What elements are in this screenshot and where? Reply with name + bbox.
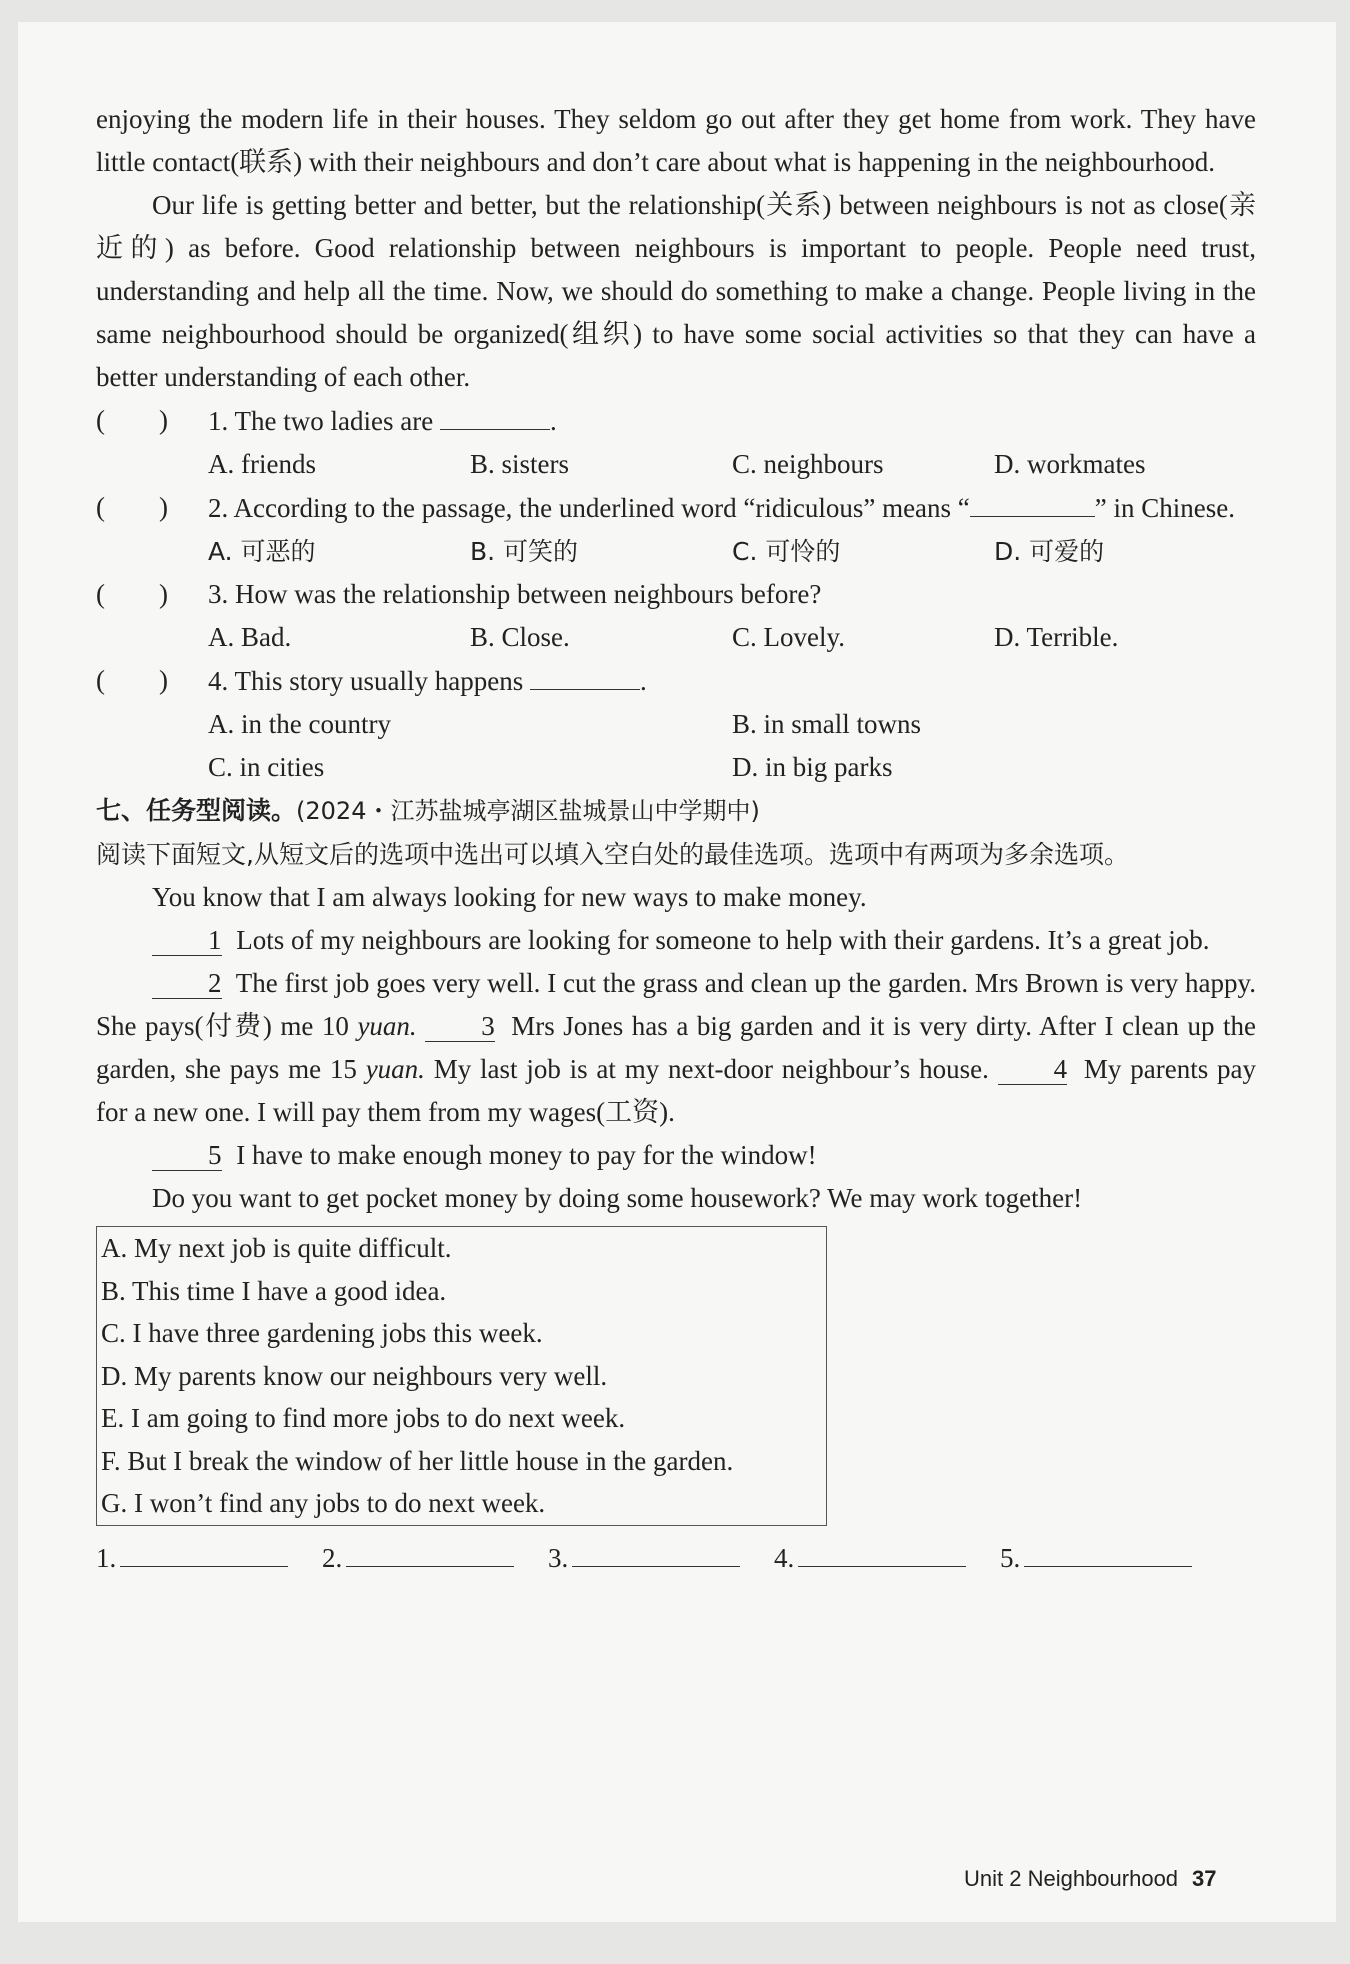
option-b: B. 可笑的	[470, 537, 579, 566]
option-f: F. But I break the window of her little house in the garden.	[101, 1445, 734, 1476]
option-e: E. I am going to find more jobs to do next week.	[101, 1403, 626, 1433]
section-source: (2024・江苏盐城亭湖区盐城景山中学期中)	[296, 797, 760, 825]
answer-label: 1.	[96, 1542, 117, 1573]
answer-row	[96, 1536, 1256, 1580]
unit-label: Unit 2 Neighbourhood	[964, 1866, 1179, 1891]
question-stem: 4. This story usually happens	[208, 666, 530, 696]
question-1: ( ) 1. The two ladies are .	[96, 399, 1256, 443]
answer-label: 3.	[548, 1542, 569, 1573]
question-4-options-row1	[208, 703, 1256, 746]
question-stem: 3. How was the relationship between neighbours before?	[208, 579, 822, 609]
option-d: D. 可爱的	[994, 537, 1105, 566]
option-a: A. friends	[208, 449, 316, 479]
option-a: A. Bad.	[208, 622, 292, 652]
reading-paragraph-3: 2 The first job goes very well. I cut the grass and clean up the garden. Mrs Brown is very happy. She pays(付费) me 10 yuan. 3 Mrs Jones has a big garden and it is very dirty. After I clean up the garden, she pays me 15 yuan. My last job is at my next-door neighbour’s house. 4 My parents pay for a new one. I will pay them from my wages(工资).	[96, 968, 1257, 1127]
answer-line-5[interactable]	[1024, 1536, 1192, 1567]
question-4: ( ) 4. This story usually happens .	[96, 659, 1256, 703]
option-g: G. I won’t find any jobs to do next week.	[101, 1488, 546, 1518]
fill-blank[interactable]	[440, 399, 550, 430]
option-a: A. 可恶的	[208, 537, 316, 566]
section-title: 七、任务型阅读。	[96, 796, 297, 825]
page-number: 37	[1192, 1866, 1217, 1891]
option-c: C. neighbours	[732, 449, 884, 479]
blank-2[interactable]: 2	[152, 968, 222, 999]
blank-3[interactable]: 3	[425, 1011, 495, 1042]
question-stem: 1. The two ladies are	[208, 406, 440, 436]
blank-1[interactable]: 1	[152, 925, 222, 956]
answer-paren[interactable]: ( )	[96, 579, 168, 609]
fill-blank[interactable]	[970, 486, 1095, 517]
option-d: D. in big parks	[732, 752, 893, 782]
question-3	[96, 573, 1256, 616]
worksheet-page	[18, 22, 1336, 1922]
option-d: D. Terrible.	[994, 622, 1119, 652]
option-b: B. sisters	[470, 449, 570, 479]
question-stem: 2. According to the passage, the underlined word “ridiculous” means “	[208, 493, 970, 523]
answer-label: 2.	[322, 1542, 343, 1573]
option-c: C. in cities	[208, 752, 325, 782]
reading-paragraph-1: You know that I am always looking for new ways to make money.	[152, 882, 867, 912]
question-2: ( ) 2. According to the passage, the underlined word “ridiculous” means “ ” in Chinese.	[96, 486, 1256, 530]
question-1-options	[208, 443, 1256, 486]
section-instruction: 阅读下面短文,从短文后的选项中选出可以填入空白处的最佳选项。选项中有两项为多余选项。	[96, 840, 1129, 869]
option-d: D. My parents know our neighbours very well.	[101, 1360, 608, 1391]
page-footer	[964, 1866, 1217, 1892]
reading-paragraph-5: Do you want to get pocket money by doing some housework? We may work together!	[152, 1183, 1083, 1213]
question-4-options-row2	[208, 746, 1256, 789]
reading-paragraph-2: 1 Lots of my neighbours are looking for someone to help with their gardens. It’s a great job.	[96, 919, 1256, 962]
question-2-options	[208, 530, 1256, 573]
passage-paragraph-1: enjoying the modern life in their houses. They seldom go out after they get home from work. They have little contact(联系) with their neighbours and don’t care about what is happening in the neighbourhood.	[96, 104, 1256, 177]
answer-line-2[interactable]	[346, 1536, 514, 1567]
option-b: B. This time I have a good idea.	[101, 1275, 447, 1306]
blank-5[interactable]: 5	[152, 1140, 222, 1171]
option-b: B. Close.	[470, 622, 570, 652]
option-c: C. I have three gardening jobs this week.	[101, 1318, 543, 1348]
passage-paragraph-2: Our life is getting better and better, but the relationship(关系) between neighbours is not as close(亲近的) as before. Good relationship between neighbours is important to people. People need trust, understanding and help all the time. Now, we should do something to make a change. People living in the same neighbourhood should be organized(组织) to have some social activities so that they can have a better understanding of each other.	[96, 190, 1256, 392]
option-a: A. My next job is quite difficult.	[101, 1233, 452, 1263]
blank-4[interactable]: 4	[998, 1054, 1068, 1085]
answer-paren[interactable]: ( )	[96, 405, 168, 435]
section-7-heading	[96, 789, 1256, 833]
answer-paren[interactable]: ( )	[96, 665, 168, 695]
answer-line-1[interactable]	[120, 1536, 288, 1567]
page-content	[96, 98, 1256, 1580]
answer-line-4[interactable]	[798, 1536, 966, 1567]
question-3-options	[208, 616, 1256, 659]
option-c: C. Lovely.	[732, 622, 845, 652]
option-d: D. workmates	[994, 449, 1146, 479]
answer-label: 4.	[774, 1542, 795, 1573]
answer-label: 5.	[1000, 1542, 1021, 1573]
option-a: A. in the country	[208, 709, 391, 739]
reading-paragraph-4: 5 I have to make enough money to pay for the window!	[96, 1134, 1256, 1177]
options-box	[96, 1226, 827, 1526]
option-b: B. in small towns	[732, 709, 922, 739]
fill-blank[interactable]	[530, 659, 640, 690]
answer-paren[interactable]: ( )	[96, 492, 168, 522]
answer-line-3[interactable]	[572, 1536, 740, 1567]
option-c: C. 可怜的	[732, 537, 841, 566]
